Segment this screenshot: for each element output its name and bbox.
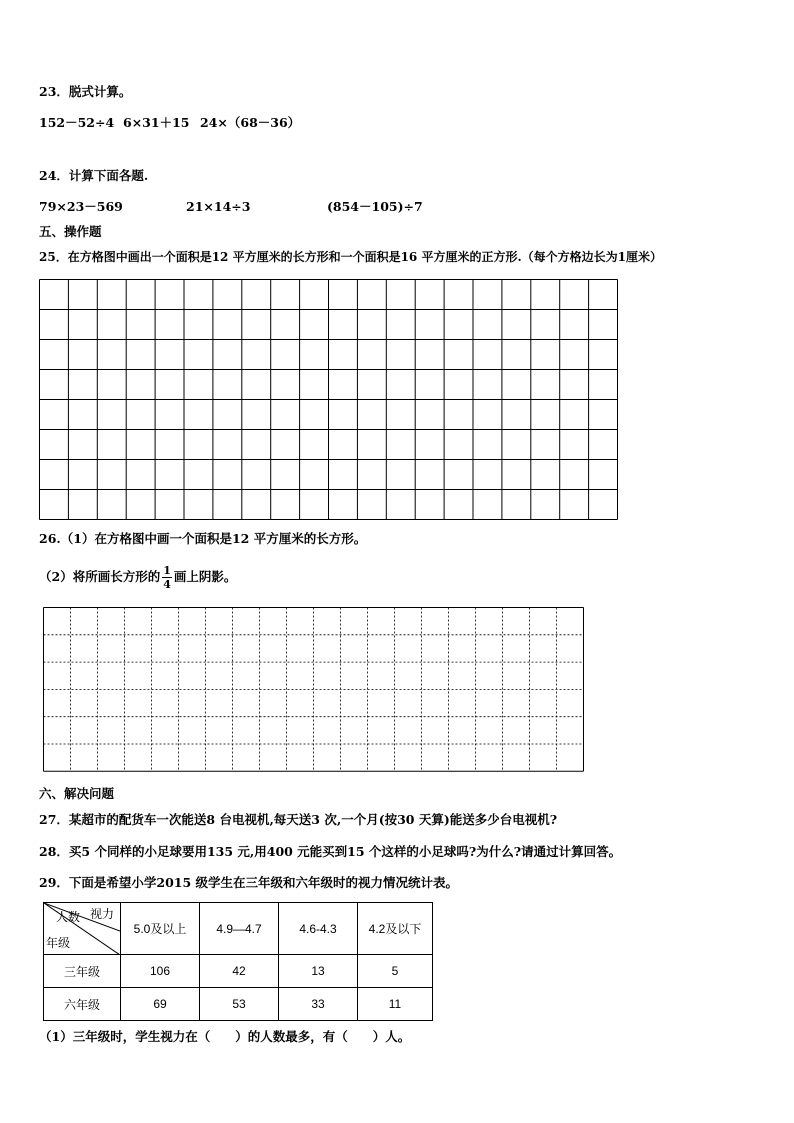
corner-label-vision: 视力 — [90, 907, 115, 921]
q27-text: 27．某超市的配货车一次能送8 台电视机,每天送3 次,一个月(按30 天算)能送多少台电视机? — [39, 812, 558, 827]
q28-text: 28．买5 个同样的小足球要用135 元,用400 元能买到15 个这样的小足球吗?为什么?请通过计算回答。 — [39, 844, 622, 859]
fraction-one-quarter: $\frac{1}{4}$ — [163, 564, 171, 591]
corner-label-people: 人数 — [56, 910, 81, 924]
q24-expr-2: 21×14÷3 — [186, 199, 251, 214]
q24-title: 24．计算下面各题. — [39, 168, 149, 183]
table-cell: 13 — [279, 955, 358, 988]
q25-square-grid[interactable] — [39, 279, 619, 522]
q23-expr-3: 24×（68－36） — [200, 115, 301, 130]
q26-part2-after: 画上阴影。 — [173, 569, 237, 584]
table-cell: 53 — [200, 988, 279, 1021]
q26-dotted-grid[interactable] — [43, 607, 584, 772]
q29-sub1: （1）三年级时，学生视力在（ ）的人数最多，有（ ）人。 — [39, 1029, 411, 1044]
q26-part1: 26.（1）在方格图中画一个面积是12 平方厘米的长方形。 — [39, 531, 367, 546]
table-cell: 11 — [358, 988, 433, 1021]
table-cell: 33 — [279, 988, 358, 1021]
q23-expr-1: 152－52÷4 — [39, 115, 115, 130]
q24-expr-1: 79×23－569 — [39, 199, 123, 214]
q25-text: 25．在方格图中画出一个面积是12 平方厘米的长方形和一个面积是16 平方厘米的正方形.（每个方格边长为1厘米） — [39, 250, 662, 264]
table-row — [44, 955, 433, 988]
q29-title: 29．下面是希望小学2015 级学生在三年级和六年级时的视力情况统计表。 — [39, 875, 459, 890]
corner-label-grade: 年级 — [46, 936, 71, 950]
q23-expr-2: 6×31＋15 — [123, 115, 190, 130]
q23-title: 23．脱式计算。 — [39, 84, 132, 99]
table-cell: 69 — [121, 988, 200, 1021]
table-col-header: 4.6-4.3 — [279, 903, 358, 955]
q26-part2-before: （2）将所画长方形的 — [39, 569, 161, 584]
table-header-row — [44, 903, 433, 955]
section-5-heading: 五、操作题 — [39, 224, 102, 239]
table-row-label: 六年级 — [44, 988, 121, 1021]
table-col-header: 4.9—4.7 — [200, 903, 279, 955]
table-col-header: 4.2及以下 — [358, 903, 433, 955]
q24-expr-3: (854－105)÷7 — [327, 199, 423, 214]
table-cell: 42 — [200, 955, 279, 988]
table-row-label: 三年级 — [44, 955, 121, 988]
q26-part2 — [39, 560, 236, 594]
table-cell: 5 — [358, 955, 433, 988]
table-col-header: 5.0及以上 — [121, 903, 200, 955]
table-cell: 106 — [121, 955, 200, 988]
table-row — [44, 988, 433, 1021]
vision-stats-table — [43, 902, 433, 1021]
table-corner-cell — [44, 903, 121, 955]
section-6-heading: 六、解决问题 — [39, 786, 115, 801]
